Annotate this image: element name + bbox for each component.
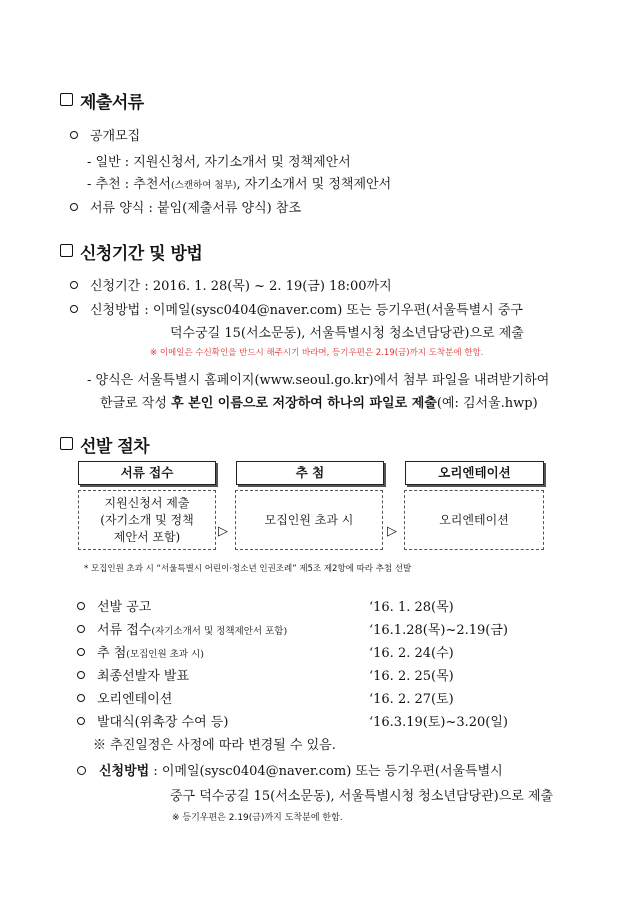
form-instruction-line2 bbox=[100, 392, 538, 411]
circle-bullet-icon bbox=[77, 671, 85, 679]
method-note: ※ 등기우편은 2.19(금)까지 도착분에 한함. bbox=[172, 813, 343, 823]
flow-header-orientation: 오리엔테이션 bbox=[405, 461, 544, 485]
method-text: : 이메일(sysc0404@naver.com) 또는 등기우편(서울특별시 bbox=[149, 764, 503, 779]
circle-bullet-icon bbox=[77, 648, 85, 656]
section-checkbox-icon bbox=[60, 437, 73, 450]
method-line1 bbox=[99, 760, 503, 779]
circle-bullet-icon bbox=[77, 766, 86, 775]
form-instruction-bold: 후 본인 이름으로 저장하여 하나의 파일로 제출 bbox=[171, 396, 437, 411]
schedule-date: ‘16. 2. 27(토) bbox=[369, 692, 454, 707]
sub-item-general: - 일반 : 지원신청서, 자기소개서 및 정책제안서 bbox=[87, 155, 351, 170]
schedule-label: 선발 공고 bbox=[97, 600, 152, 615]
method-line2: 중구 덕수궁길 15(서소문동), 서울특별시청 청소년담당관)으로 제출 bbox=[170, 789, 554, 804]
application-method-line1: 신청방법 : 이메일(sysc0404@naver.com) 또는 등기우편(서울특별시 중구 bbox=[90, 303, 523, 318]
flow-arrow-icon: ▷ bbox=[387, 524, 397, 539]
sub-item-recommend-small: (스캔하여 첨부) bbox=[170, 180, 237, 191]
flow-body-orientation: 오리엔테이션 bbox=[404, 490, 544, 550]
circle-bullet-icon bbox=[77, 717, 85, 725]
schedule-note: ※ 추진일정은 사정에 따라 변경될 수 있음. bbox=[93, 738, 336, 753]
sub-item-recommend-rest: , 자기소개서 및 정책제안서 bbox=[236, 177, 392, 192]
schedule-date: ‘16. 2. 25(목) bbox=[369, 669, 454, 684]
method-label: 신청방법 bbox=[99, 764, 150, 779]
item-form-reference: 서류 양식 : 붙임(제출서류 양식) 참조 bbox=[90, 201, 301, 216]
flow-note: * 모집인원 초과 시 “서울특별시 어린이·청소년 인권조례” 제5조 제2항에 따라 추첨 선발 bbox=[84, 564, 412, 574]
circle-bullet-icon bbox=[70, 305, 78, 313]
schedule-date: ‘16.3.19(토)~3.20(일) bbox=[369, 715, 508, 730]
circle-bullet-icon bbox=[77, 625, 85, 633]
section-title-selection: 선발 절차 bbox=[80, 437, 150, 457]
schedule-date: ‘16. 1. 28(목) bbox=[369, 600, 454, 615]
application-method-line2: 덕수궁길 15(서소문동), 서울특별시청 청소년담당관)으로 제출 bbox=[170, 326, 524, 341]
circle-bullet-icon bbox=[70, 203, 78, 211]
flow-header-lottery: 추 첨 bbox=[236, 461, 384, 485]
schedule-label-small: (모집인원 초과 시) bbox=[126, 649, 204, 660]
application-period: 신청기간 : 2016. 1. 28(목) ~ 2. 19(금) 18:00까지 bbox=[90, 279, 392, 294]
circle-bullet-icon bbox=[77, 602, 85, 610]
sub-item-recommend-text: - 추천 : 추천서 bbox=[87, 177, 171, 192]
circle-bullet-icon bbox=[77, 694, 85, 702]
item-public-recruit: 공개모집 bbox=[90, 129, 141, 144]
section-title-submission: 제출서류 bbox=[80, 93, 144, 113]
form-instruction-line1: - 양식은 서울특별시 홈페이지(www.seoul.go.kr)에서 첨부 파일을 내려받기하여 bbox=[87, 373, 550, 388]
flow-header-document: 서류 접수 bbox=[78, 461, 216, 485]
section-title-application: 신청기간 및 방법 bbox=[80, 244, 203, 264]
flow-body-lottery: 모집인원 초과 시 bbox=[235, 490, 383, 550]
schedule-label-small: (자기소개서 및 정책제안서 포함) bbox=[151, 626, 288, 637]
schedule-date: ‘16.1.28(목)~2.19(금) bbox=[369, 623, 508, 638]
form-instruction-pre: 한글로 작성 bbox=[100, 396, 172, 411]
circle-bullet-icon bbox=[70, 281, 78, 289]
form-instruction-example: (예: 김서울.hwp) bbox=[436, 396, 538, 411]
section-checkbox-icon bbox=[60, 244, 73, 257]
schedule-date: ‘16. 2. 24(수) bbox=[369, 646, 454, 661]
section-checkbox-icon bbox=[60, 93, 73, 106]
flow-arrow-icon: ▷ bbox=[218, 524, 228, 539]
schedule-label: 오리엔테이션 bbox=[97, 692, 173, 707]
schedule-label bbox=[97, 642, 204, 661]
schedule-label-text: 서류 접수 bbox=[97, 623, 152, 638]
schedule-label-text: 추 첨 bbox=[97, 646, 127, 661]
schedule-label: 발대식(위촉장 수여 등) bbox=[97, 715, 229, 730]
circle-bullet-icon bbox=[70, 131, 78, 139]
sub-item-recommend bbox=[87, 173, 391, 192]
schedule-label bbox=[97, 619, 287, 638]
email-note: ※ 이메일은 수신확인을 반드시 해주시기 바라며, 등기우편은 2.19(금)까지 도착분에 한함. bbox=[150, 348, 484, 358]
schedule-label: 최종선발자 발표 bbox=[97, 669, 190, 684]
flow-body-document: 지원신청서 제출 (자기소개 및 정책 제안서 포함) bbox=[78, 490, 216, 550]
